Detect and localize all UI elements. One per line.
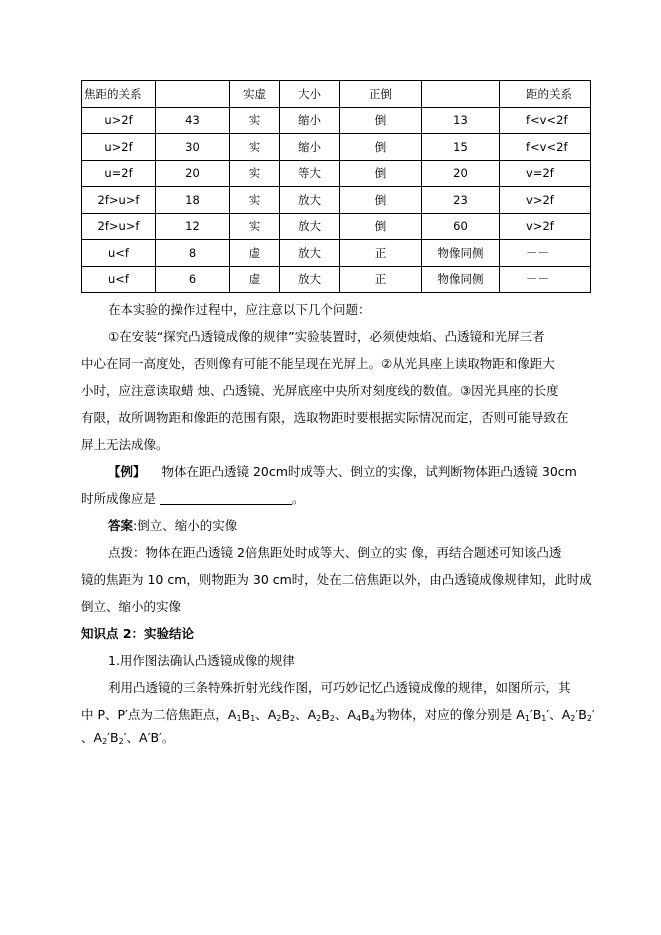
table-cell: 放大	[280, 240, 340, 267]
table-row	[82, 187, 591, 214]
para-text: 、A	[81, 730, 103, 745]
para-line-1: 利用凸透镜的三条特殊折射光线作图，可巧妙记忆凸透镜成像的规律，如图所示，其	[108, 680, 571, 695]
letter-b: B	[241, 707, 251, 722]
table-cell: 虚	[230, 240, 280, 267]
subscript: 2	[276, 714, 282, 723]
table-cell: 倒	[340, 134, 422, 161]
lens-imaging-table	[81, 80, 591, 293]
table-cell: 物像同侧	[422, 240, 500, 267]
subscript: 2	[102, 737, 108, 746]
prime: ′	[159, 730, 162, 745]
subscript: 4	[355, 714, 362, 723]
table-cell: 2f>u>f	[82, 187, 156, 214]
answer-tag: 答案	[108, 518, 134, 533]
table-header-row	[82, 81, 591, 108]
header-cell: 焦距的关系	[82, 81, 156, 108]
subscript: 1	[236, 714, 242, 723]
header-cell	[422, 81, 500, 108]
subscript: 2	[586, 714, 592, 723]
letter-b: B	[532, 707, 542, 722]
table-cell: v>2f	[500, 187, 591, 214]
example-line-1	[108, 458, 618, 485]
subscript: 1	[250, 714, 256, 723]
table-cell: 20	[156, 160, 230, 187]
period: 。	[292, 491, 305, 506]
example-question-end: 时所成像应是	[81, 491, 157, 506]
prime: ′	[591, 707, 595, 722]
table-cell: 30	[156, 134, 230, 161]
table-cell: 放大	[280, 213, 340, 240]
table-cell: 6	[156, 266, 230, 293]
table-cell: 12	[156, 213, 230, 240]
hint-line-3: 倒立、缩小的实像	[81, 599, 182, 614]
letter-b: B	[150, 730, 160, 745]
section-title: 知识点 2：实验结论	[81, 626, 195, 641]
answer-blank	[160, 490, 292, 505]
table-row	[82, 266, 591, 293]
table-cell: 43	[156, 107, 230, 134]
table-cell: 实	[230, 187, 280, 214]
table-cell: 60	[422, 213, 500, 240]
separator: 、	[549, 707, 562, 722]
prime: ′	[123, 730, 127, 745]
table-cell: 缩小	[280, 107, 340, 134]
header-cell: 距的关系	[500, 81, 591, 108]
prime: ′	[529, 707, 533, 722]
header-cell: 正倒	[340, 81, 422, 108]
answer-text: :倒立、缩小的实像	[133, 518, 238, 533]
separator: 、	[126, 730, 140, 745]
subscript: 2	[118, 737, 124, 746]
table-cell: u<f	[82, 240, 156, 267]
table-cell: 倒	[340, 213, 422, 240]
separator: 、	[334, 707, 348, 722]
table-cell: 实	[230, 107, 280, 134]
para-text: 为物体，对应的像分别是 A	[374, 707, 525, 722]
table-cell: 18	[156, 187, 230, 214]
table-cell: u>2f	[82, 107, 156, 134]
table-cell: 倒	[340, 160, 422, 187]
table-cell: －－	[500, 266, 591, 293]
header-cell: 大小	[280, 81, 340, 108]
subscript: 1	[541, 714, 547, 723]
table-cell: f<v<2f	[500, 134, 591, 161]
table-cell: 物像同侧	[422, 266, 500, 293]
example-question: 物体在距凸透镜 20cm时成等大、倒立的实像，试判断物体距凸透镜 30cm	[161, 464, 577, 479]
note-line-5: 屏上无法成像。	[81, 437, 169, 452]
header-cell: 实虚	[230, 81, 280, 108]
table-cell: v=2f	[500, 160, 591, 187]
table-cell: 虚	[230, 266, 280, 293]
table-row	[82, 213, 591, 240]
item-1: 1.用作图法确认凸透镜成像的规律	[108, 653, 295, 668]
table-cell: 等大	[280, 160, 340, 187]
subscript: 2	[329, 714, 335, 723]
letter-b: B	[110, 730, 119, 745]
table-row	[82, 107, 591, 134]
note-line-4: 有限，故所调物距和像距的范围有限，选取物距时要根据实际情况而定，否则可能导致在	[81, 410, 569, 425]
subscript: 1	[524, 714, 530, 723]
table-row	[82, 240, 591, 267]
table-cell: v>2f	[500, 213, 591, 240]
table-cell: 实	[230, 134, 280, 161]
para-text: 中 P、P′点为二倍焦距点，A	[81, 707, 237, 722]
subscript: 2	[570, 714, 576, 723]
para-line-2: 中 P、P′点为二倍焦距点，$A_1B_1$、$A_2B_2$、$A_2B_2$、$A_4B_4$为物体，对应的像分别是 $A_1'B_1'$、$A_2'B_2'$	[81, 707, 595, 723]
letter-b: B	[281, 707, 290, 722]
table-cell: u<f	[82, 266, 156, 293]
table-cell: 缩小	[280, 134, 340, 161]
table-cell: 放大	[280, 187, 340, 214]
table-cell: 13	[422, 107, 500, 134]
letter-b: B	[321, 707, 330, 722]
table-row	[82, 160, 591, 187]
prime: ′	[107, 730, 110, 745]
example-line-2	[81, 485, 591, 512]
table-cell: f<v<2f	[500, 107, 591, 134]
prime: ′	[147, 730, 151, 745]
table-row	[82, 134, 591, 161]
table-cell: －－	[500, 240, 591, 267]
table-cell: 23	[422, 187, 500, 214]
prime: ′	[546, 707, 550, 722]
table-cell: 2f>u>f	[82, 213, 156, 240]
note-line-1: ①在安装“探究凸透镜成像的规律”实验装置时，必须使烛焰、凸透镜和光屏三者	[108, 329, 545, 344]
table-cell: u=2f	[82, 160, 156, 187]
note-line-2: 中心在同一高度处，否则像有可能不能呈现在光屏上。②从光具座上读取物距和像距大	[81, 356, 555, 371]
subscript: 2	[289, 714, 296, 723]
subscript: 4	[369, 714, 375, 723]
answer-line	[108, 512, 618, 539]
table-cell: 实	[230, 213, 280, 240]
para-line-3: 、$A_2'B_2'$、A′B′。	[81, 730, 175, 746]
subscript: 2	[316, 714, 322, 723]
letter-b: B	[578, 707, 587, 722]
para-text: 、A	[295, 707, 317, 722]
prime: ′	[575, 707, 579, 722]
table-cell: 实	[230, 160, 280, 187]
table-cell: 放大	[280, 266, 340, 293]
header-cell	[156, 81, 230, 108]
separator: 、	[255, 707, 268, 722]
hint-line-1: 点拨：物体在距凸透镜 2倍焦距处时成等大、倒立的实 像，再结合题述可知该凸透	[108, 545, 562, 560]
table-cell: 正	[340, 266, 422, 293]
table-cell: 倒	[340, 187, 422, 214]
table-cell: 15	[422, 134, 500, 161]
table-cell: 8	[156, 240, 230, 267]
intro-line: 在本实验的操作过程中，应注意以下几个问题：	[108, 302, 371, 317]
example-tag: 【例】	[108, 464, 146, 479]
note-line-3: 小时，应注意读取蜡 烛、凸透镜、光屏底座中央所对刻度线的数值。③因光具座的长度	[81, 383, 559, 398]
letter-b: B	[361, 707, 370, 722]
table-cell: 20	[422, 160, 500, 187]
table-cell: u>2f	[82, 134, 156, 161]
hint-line-2: 镜的焦距为 10 cm，则物距为 30 cm时，处在二倍焦距以外，由凸透镜成像规律知，此时成	[81, 572, 592, 587]
table-cell: 正	[340, 240, 422, 267]
period: 。	[161, 730, 175, 745]
table-cell: 倒	[340, 107, 422, 134]
